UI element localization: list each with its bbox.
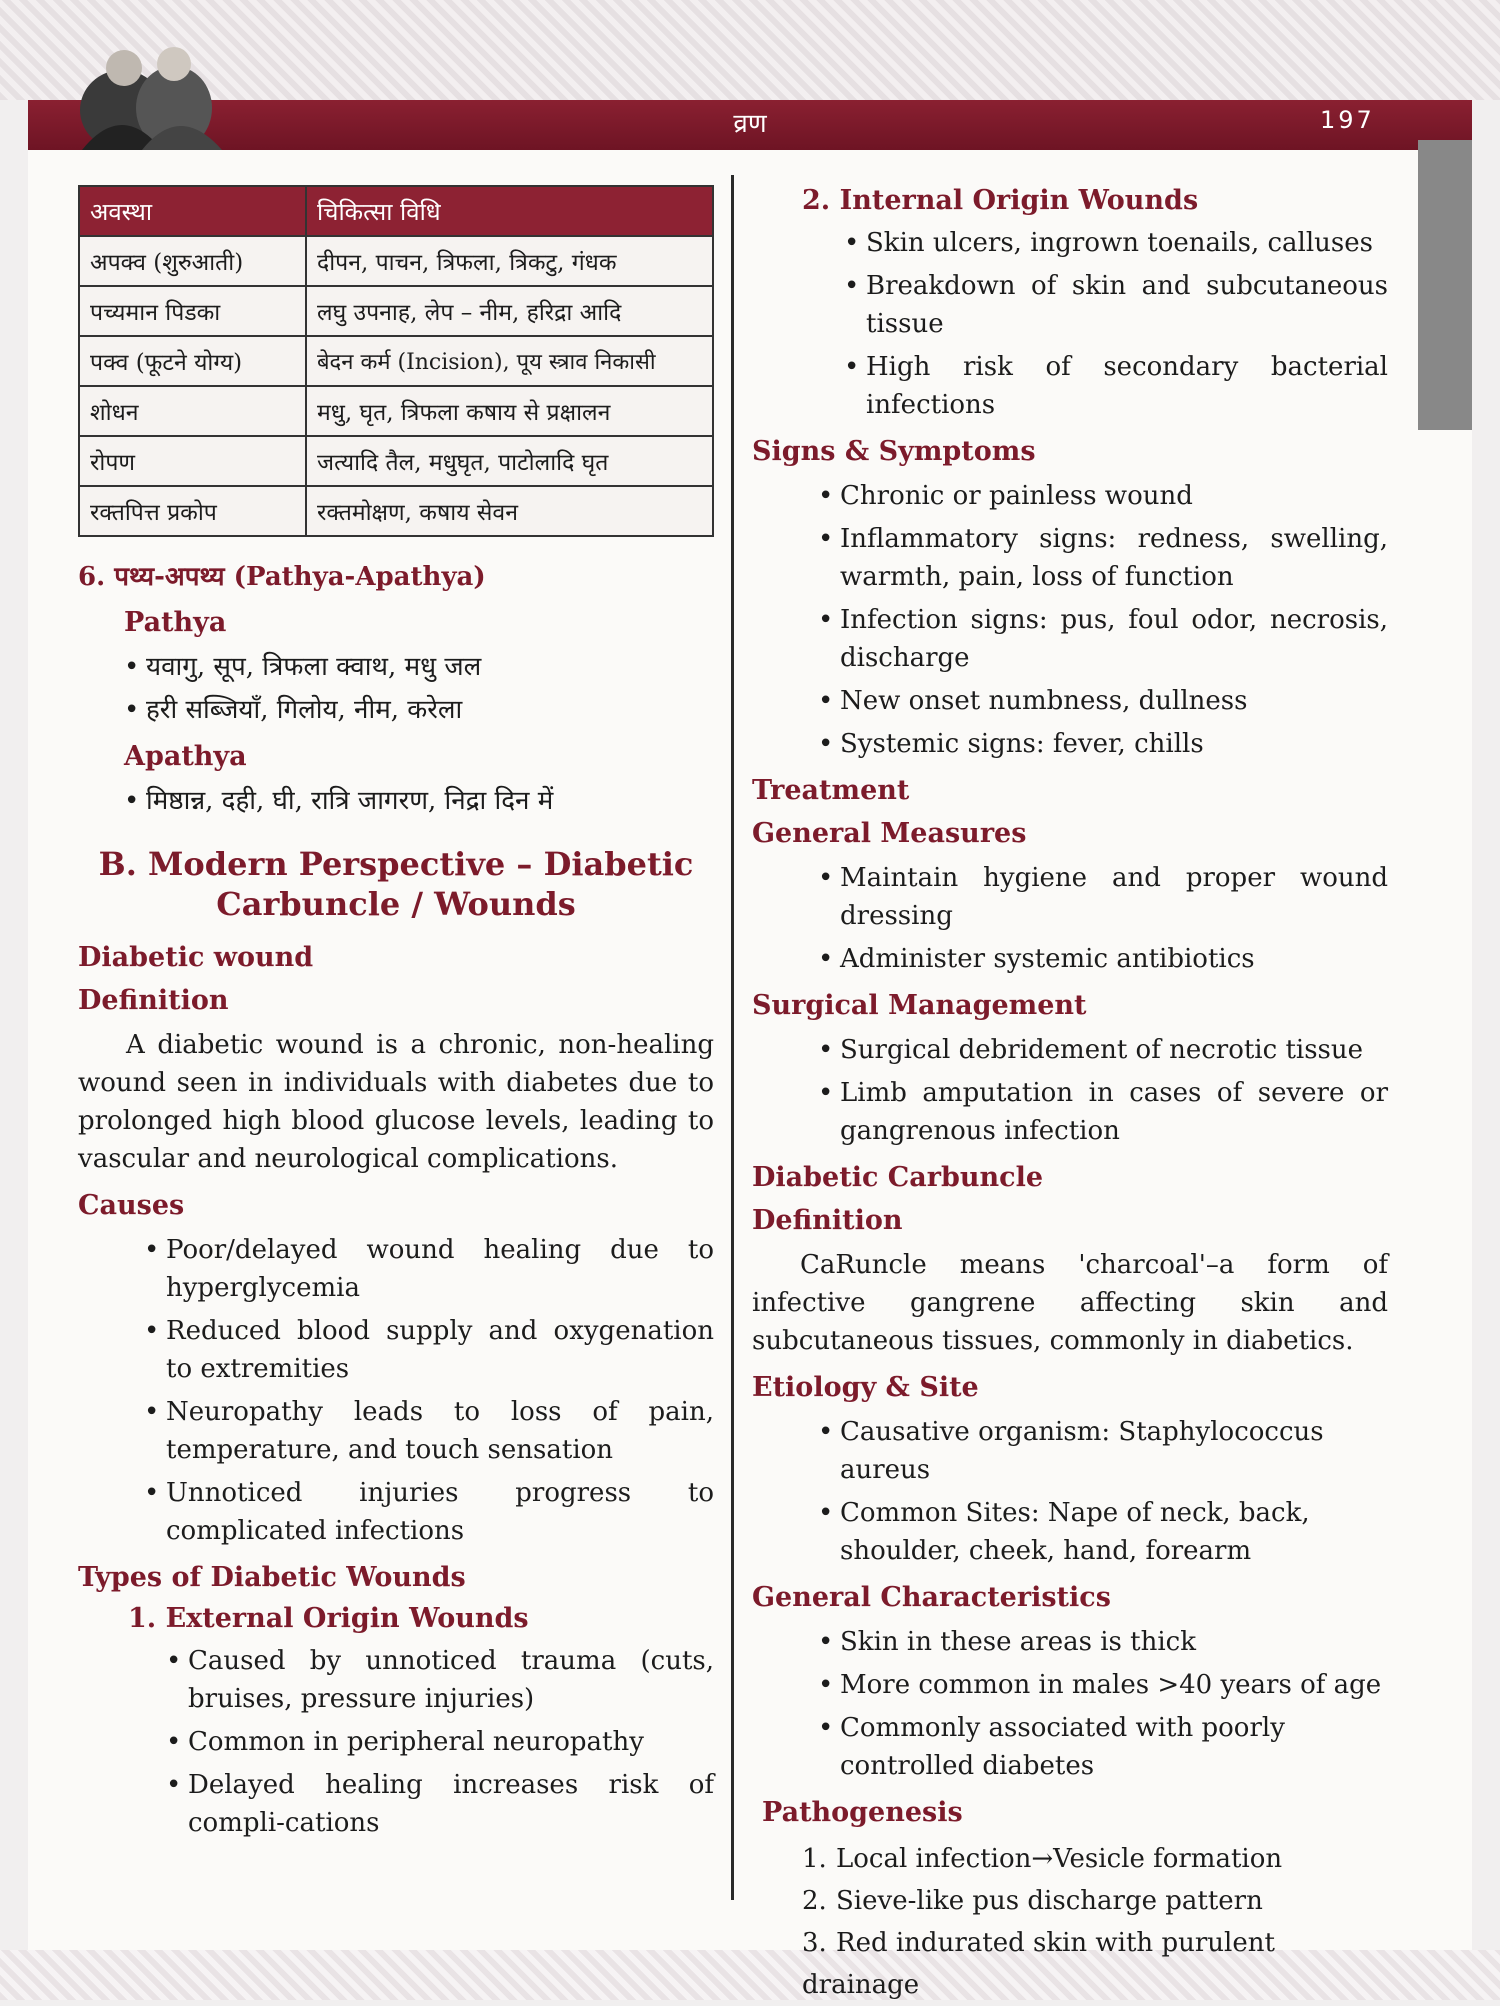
list-item: • Caused by unnoticed trauma (cuts, bruises, pressure injuries) <box>188 1642 714 1718</box>
external-origin-list <box>78 1642 714 1842</box>
etiology-list <box>752 1413 1388 1570</box>
table-row <box>79 386 713 436</box>
list-item: • Skin ulcers, ingrown toenails, calluses <box>866 224 1388 262</box>
list-item: • Common in peripheral neuropathy <box>188 1723 714 1761</box>
list-item: • Maintain hygiene and proper wound dressing <box>840 859 1388 935</box>
diabetic-wound-heading: Diabetic wound <box>78 942 314 973</box>
carbuncle-definition-heading: Definition <box>752 1205 903 1236</box>
etiology-heading: Etiology & Site <box>752 1372 979 1403</box>
apathya-heading: Apathya <box>124 741 247 772</box>
internal-origin-list <box>752 224 1388 424</box>
list-item: • Causative organism: Staphylococcus aureus <box>840 1413 1388 1489</box>
list-item: • Neuropathy leads to loss of pain, temperature, and touch sensation <box>166 1393 714 1469</box>
column-divider <box>731 175 734 1900</box>
list-item: • Inflammatory signs: redness, swelling, warmth, pain, loss of function <box>840 520 1388 596</box>
modern-heading-line-1: B. Modern Perspective – Diabetic <box>98 845 694 883</box>
list-number: 1. <box>802 1844 827 1874</box>
causes-list <box>78 1231 714 1550</box>
list-item: • Commonly associated with poorly controlled diabetes <box>840 1709 1388 1785</box>
table-cell: जत्यादि तैल, मधुघृत, पाटोलादि घृत <box>306 436 713 486</box>
list-item: • High risk of secondary bacterial infections <box>866 348 1388 424</box>
causes-heading: Causes <box>78 1190 185 1221</box>
apathya-list <box>78 782 714 820</box>
table-cell: दीपन, पाचन, त्रिफला, त्रिकटु, गंधक <box>306 236 713 286</box>
surgical-management-list <box>752 1031 1388 1150</box>
page-number: 197 <box>1320 106 1375 134</box>
list-text: Sieve-like pus discharge pattern <box>836 1886 1263 1916</box>
table-cell: रक्तमोक्षण, कषाय सेवन <box>306 486 713 536</box>
list-item: • Systemic signs: fever, chills <box>840 725 1388 763</box>
table-cell: रक्तपित्त प्रकोप <box>79 486 306 536</box>
internal-origin-heading: 2. Internal Origin Wounds <box>802 185 1199 216</box>
list-item: • यवागु, सूप, त्रिफला क्वाथ, मधु जल <box>146 648 714 686</box>
modern-heading-line-2: Carbuncle / Wounds <box>216 885 576 923</box>
definition-paragraph: A diabetic wound is a chronic, non-healing wound seen in individuals with diabetes due to prolonged high blood glucose levels, leading to vascular and neurological complications. <box>78 1030 714 1174</box>
chapter-title: व्रण <box>733 109 767 139</box>
diabetic-carbuncle-heading: Diabetic Carbuncle <box>752 1162 1044 1193</box>
list-item: • Delayed healing increases risk of compli-cations <box>188 1766 714 1842</box>
general-measures-heading: General Measures <box>752 818 1027 849</box>
signs-heading: Signs & Symptoms <box>752 436 1036 467</box>
pathogenesis-heading: Pathogenesis <box>762 1797 963 1828</box>
pathya-apathya-heading: 6. पथ्य-अपथ्य (Pathya-Apathya) <box>78 562 486 592</box>
modern-perspective-heading <box>78 844 714 924</box>
list-item: • Reduced blood supply and oxygenation to extremities <box>166 1312 714 1388</box>
treatment-stage-table <box>78 185 714 537</box>
general-measures-list <box>752 859 1388 978</box>
treatment-heading: Treatment <box>752 775 910 806</box>
characteristics-heading: General Characteristics <box>752 1582 1111 1613</box>
list-item: • मिष्ठान्न, दही, घी, रात्रि जागरण, निद्रा दिन में <box>146 782 714 820</box>
table-row <box>79 486 713 536</box>
list-item: • Breakdown of skin and subcutaneous tissue <box>866 267 1388 343</box>
carbuncle-definition-paragraph: CaRuncle means 'charcoal'–a form of infective gangrene affecting skin and subcutaneous tissues, commonly in diabetics. <box>752 1250 1388 1356</box>
table-cell: मधु, घृत, त्रिफला कषाय से प्रक्षालन <box>306 386 713 436</box>
table-cell: लघु उपनाह, लेप – नीम, हरिद्रा आदि <box>306 286 713 336</box>
sages-illustration-icon <box>62 30 237 150</box>
pathogenesis-list <box>752 1838 1388 2006</box>
list-item: • Surgical debridement of necrotic tissue <box>840 1031 1388 1069</box>
right-column <box>752 185 1388 2006</box>
table-cell: शोधन <box>79 386 306 436</box>
table-row <box>79 336 713 386</box>
list-text: Local infection→Vesicle formation <box>836 1844 1283 1874</box>
table-cell: बेदन कर्म (Incision), पूय स्त्राव निकासी <box>306 336 713 386</box>
table-header-stage: अवस्था <box>79 186 306 236</box>
list-item: • New onset numbness, dullness <box>840 682 1388 720</box>
table-header-method: चिकित्सा विधि <box>306 186 713 236</box>
list-item <box>802 1922 1388 2006</box>
characteristics-list <box>752 1623 1388 1785</box>
signs-list <box>752 477 1388 763</box>
external-origin-heading: 1. External Origin Wounds <box>128 1603 529 1634</box>
surgical-management-heading: Surgical Management <box>752 990 1087 1021</box>
left-column <box>78 185 714 1848</box>
list-text: Red indurated skin with purulent drainage <box>802 1928 1275 2000</box>
list-item: • हरी सब्जियाँ, गिलोय, नीम, करेला <box>146 691 714 729</box>
list-item: • Unnoticed injuries progress to complicated infections <box>166 1474 714 1550</box>
table-row <box>79 236 713 286</box>
definition-heading: Definition <box>78 985 229 1016</box>
side-thumb-tab <box>1418 140 1472 430</box>
table-row <box>79 286 713 336</box>
table-cell: पक्व (फूटने योग्य) <box>79 336 306 386</box>
list-item: • Infection signs: pus, foul odor, necrosis, discharge <box>840 601 1388 677</box>
list-item: • More common in males >40 years of age <box>840 1666 1388 1704</box>
list-item: • Common Sites: Nape of neck, back, shoulder, cheek, hand, forearm <box>840 1494 1388 1570</box>
list-number: 3. <box>802 1928 827 1958</box>
table-cell: रोपण <box>79 436 306 486</box>
list-item: • Administer systemic antibiotics <box>840 940 1388 978</box>
table-row <box>79 436 713 486</box>
list-item: • Limb amputation in cases of severe or gangrenous infection <box>840 1074 1388 1150</box>
pathya-heading: Pathya <box>124 607 227 638</box>
list-item: • Skin in these areas is thick <box>840 1623 1388 1661</box>
list-item <box>802 1838 1388 1880</box>
types-heading: Types of Diabetic Wounds <box>78 1562 466 1593</box>
table-cell: पच्यमान पिडका <box>79 286 306 336</box>
list-item <box>802 1880 1388 1922</box>
pathya-list <box>78 648 714 729</box>
table-cell: अपक्व (शुरुआती) <box>79 236 306 286</box>
table-header-row <box>79 186 713 236</box>
list-item: • Poor/delayed wound healing due to hyperglycemia <box>166 1231 714 1307</box>
list-item: • Chronic or painless wound <box>840 477 1388 515</box>
list-number: 2. <box>802 1886 827 1916</box>
